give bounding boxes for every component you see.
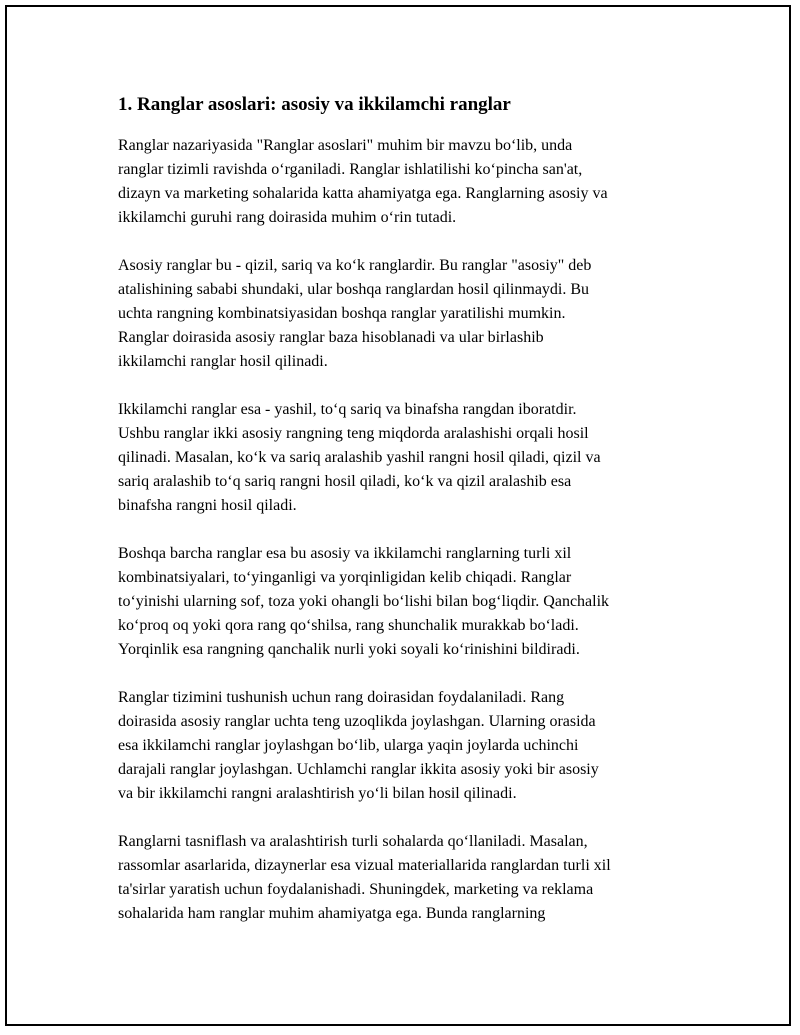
text-line: Ranglar tizimini tushunish uchun rang doirasidan foydalaniladi. Rang (118, 689, 565, 706)
paragraph-5 (118, 686, 718, 806)
paragraph-3 (118, 398, 718, 518)
text-line: sohalarida ham ranglar muhim ahamiyatga ega. Bunda ranglarning (118, 905, 546, 922)
text-line: Boshqa barcha ranglar esa bu asosiy va ikkilamchi ranglarning turli xil (118, 545, 572, 562)
document-body (118, 92, 718, 950)
text-line: Ranglar nazariyasida "Ranglar asoslari" muhim bir mavzu bo‘lib, unda (118, 137, 573, 154)
text-line: ikkilamchi guruhi rang doirasida muhim o‘rin tutadi. (118, 209, 457, 226)
text-line: va bir ikkilamchi rangni aralashtirish yo‘li bilan hosil qilinadi. (118, 785, 517, 802)
text-line: doirasida asosiy ranglar uchta teng uzoqlikda joylashgan. Ularning orasida (118, 713, 596, 730)
text-line: sariq aralashib to‘q sariq rangni hosil qiladi, ko‘k va qizil aralashib esa (118, 473, 572, 490)
text-line: ranglar tizimli ravishda o‘rganiladi. Ranglar ishlatilishi ko‘pincha san'at, (118, 161, 583, 178)
paragraph-6 (118, 830, 718, 926)
document-title: 1. Ranglar asoslari: asosiy va ikkilamchi ranglar (118, 94, 511, 115)
text-line: darajali ranglar joylashgan. Uchlamchi ranglar ikkita asosiy yoki bir asosiy (118, 761, 599, 778)
text-line: kombinatsiyalari, to‘yinganligi va yorqinligidan kelib chiqadi. Ranglar (118, 569, 572, 586)
paragraph-4 (118, 542, 718, 662)
text-line: to‘yinishi ularning sof, toza yoki ohangli bo‘lishi bilan bog‘liqdir. Qanchalik (118, 593, 610, 610)
paragraph-1 (118, 134, 718, 230)
text-line: Ikkilamchi ranglar esa - yashil, to‘q sariq va binafsha rangdan iboratdir. (118, 401, 577, 418)
paragraph-2 (118, 254, 718, 374)
text-line: rassomlar asarlarida, dizaynerlar esa vizual materiallarida ranglardan turli xil (118, 857, 611, 874)
text-line: uchta rangning kombinatsiyasidan boshqa ranglar yaratilishi mumkin. (118, 305, 566, 322)
text-line: binafsha rangni hosil qiladi. (118, 497, 297, 514)
text-line: Yorqinlik esa rangning qanchalik nurli yoki soyali ko‘rinishini bildiradi. (118, 641, 580, 658)
text-line: ta'sirlar yaratish uchun foydalanishadi. Shuningdek, marketing va reklama (118, 881, 594, 898)
text-line: qilinadi. Masalan, ko‘k va sariq aralashib yashil rangni hosil qiladi, qizil va (118, 449, 601, 466)
text-line: Ranglar doirasida asosiy ranglar baza hisoblanadi va ular birlashib (118, 329, 544, 346)
text-line: dizayn va marketing sohalarida katta ahamiyatga ega. Ranglarning asosiy va (118, 185, 608, 202)
text-line: Ushbu ranglar ikki asosiy rangning teng miqdorda aralashishi orqali hosil (118, 425, 589, 442)
text-line: atalishining sababi shundaki, ular boshqa ranglardan hosil qilinmaydi. Bu (118, 281, 590, 298)
text-line: Ranglarni tasniflash va aralashtirish turli sohalarda qo‘llaniladi. Masalan, (118, 833, 588, 850)
text-line: ko‘proq oq yoki qora rang qo‘shilsa, rang shunchalik murakkab bo‘ladi. (118, 617, 579, 634)
text-line: esa ikkilamchi ranglar joylashgan bo‘lib, ularga yaqin joylarda uchinchi (118, 737, 579, 754)
text-line: Asosiy ranglar bu - qizil, sariq va ko‘k ranglardir. Bu ranglar "asosiy" deb (118, 257, 592, 274)
text-line: ikkilamchi ranglar hosil qilinadi. (118, 353, 328, 370)
